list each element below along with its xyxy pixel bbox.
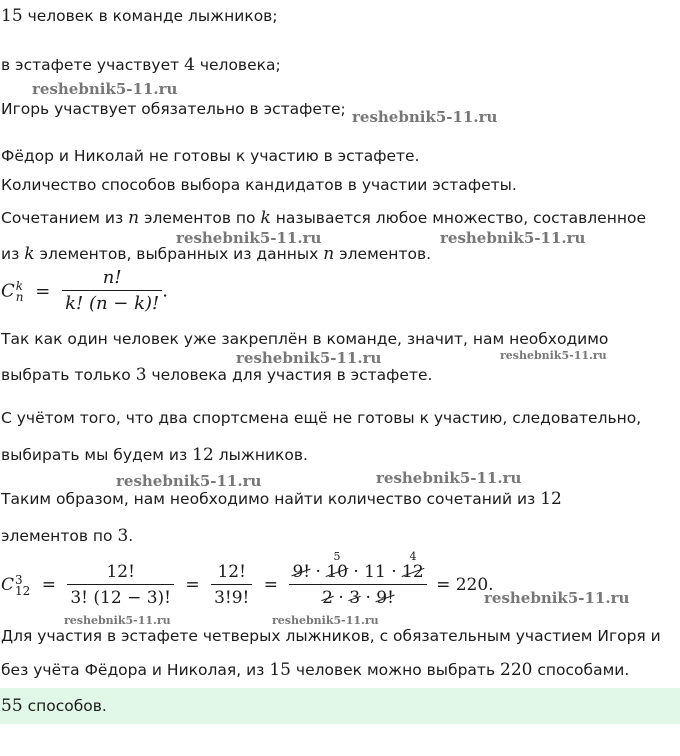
fraction-denominator xyxy=(289,585,426,611)
fraction-numerator: 12! xyxy=(211,560,252,585)
number: 12 xyxy=(540,489,562,509)
var-n: n xyxy=(323,244,335,264)
number: 220 xyxy=(500,660,533,680)
watermark: reshebnik5-11.ru xyxy=(484,589,630,607)
text: Игорь участвует обязательно в эстафете; xyxy=(1,100,346,118)
explanation-line-2 xyxy=(1,365,432,385)
given-igor xyxy=(1,99,346,119)
conclusion-line-1 xyxy=(1,626,661,646)
text: из xyxy=(1,245,25,263)
text: Сочетанием из xyxy=(1,209,129,227)
explanation-line-6 xyxy=(1,526,133,546)
cancelled-term: 9! xyxy=(376,585,394,611)
formula-sub: n xyxy=(15,289,24,304)
number: 3 xyxy=(135,365,147,385)
reduced-value: 5 xyxy=(333,550,341,563)
var-k: k xyxy=(24,244,35,264)
text: элементов по xyxy=(139,209,261,227)
text: выбрать только xyxy=(1,366,136,384)
combination-formula xyxy=(1,266,168,317)
text: в эстафете участвует xyxy=(1,56,185,74)
reduced-value: 4 xyxy=(409,550,417,563)
watermark: reshebnik5-11.ru xyxy=(64,614,171,627)
formula-sup: k xyxy=(15,278,24,293)
fraction xyxy=(62,266,162,317)
equals-sign: = xyxy=(35,280,51,302)
equals-sign: = xyxy=(263,575,279,595)
text: элементов. xyxy=(334,245,432,263)
watermark: reshebnik5-11.ru xyxy=(272,614,379,627)
equals-sign: = xyxy=(185,575,200,595)
var-n: n xyxy=(128,208,140,228)
text: человека для участия в эстафете. xyxy=(146,366,433,384)
text: элементов, выбранных из данных xyxy=(34,245,324,263)
fraction-numerator xyxy=(289,560,426,585)
fraction-numerator: n! xyxy=(62,266,162,291)
given-relay-size xyxy=(1,55,281,75)
answer-number: 55 xyxy=(1,696,23,716)
formula-sup: 3 xyxy=(15,572,23,587)
dot: · xyxy=(338,588,344,608)
definition-line-2 xyxy=(1,244,431,264)
watermark: reshebnik5-11.ru xyxy=(376,469,522,487)
watermark: reshebnik5-11.ru xyxy=(176,229,322,247)
text: без учёта Фёдора и Николая, из xyxy=(1,661,270,679)
number: 15 xyxy=(1,6,23,26)
formula-lhs: C xyxy=(1,575,15,595)
number: 12 xyxy=(192,445,214,465)
explanation-line-5 xyxy=(1,489,562,509)
text: Таким образом, нам необходимо найти количество сочетаний из xyxy=(1,490,541,508)
given-team-size xyxy=(1,6,278,26)
answer-text xyxy=(1,696,107,716)
text: Так как один человек уже закреплён в команде, значит, нам необходимо xyxy=(1,330,609,348)
dot: · xyxy=(391,562,397,582)
text: способов. xyxy=(22,697,107,715)
dot: · xyxy=(353,562,359,582)
period: . xyxy=(162,280,168,302)
text: Для участия в эстафете четверых лыжников, с обязательным участием Игоря и xyxy=(1,627,661,645)
equals-sign: = xyxy=(41,575,56,595)
fraction-denominator: 3!9! xyxy=(214,588,250,608)
text: человек в команде лыжников; xyxy=(22,7,278,25)
text: С учётом того, что два спортсмена ещё не готовы к участию, следовательно, xyxy=(1,409,642,427)
number: 15 xyxy=(269,660,291,680)
cancelled-term: 9! xyxy=(292,562,311,582)
watermark: reshebnik5-11.ru xyxy=(440,229,586,247)
term: 11 xyxy=(364,562,386,582)
text: называется любое множество, составленное xyxy=(270,209,646,227)
text: человека; xyxy=(194,56,281,74)
text: человек можно выбрать xyxy=(290,661,500,679)
watermark: reshebnik5-11.ru xyxy=(352,108,498,126)
var-k: k xyxy=(260,208,271,228)
fraction-1 xyxy=(67,560,174,611)
calculation-formula xyxy=(1,550,494,611)
watermark: reshebnik5-11.ru xyxy=(32,80,178,98)
watermark: reshebnik5-11.ru xyxy=(116,472,262,490)
number: 3 xyxy=(117,526,129,546)
task-statement xyxy=(1,175,517,195)
text: . xyxy=(128,527,134,545)
cancelled-term: 12 xyxy=(402,562,424,582)
explanation-line-4 xyxy=(1,445,308,465)
fraction-denominator: 3! (12 − 3)! xyxy=(70,588,172,608)
formula-sub: 12 xyxy=(15,583,31,598)
dot: · xyxy=(365,588,371,608)
explanation-line-1 xyxy=(1,329,608,349)
formula-lhs: C xyxy=(1,280,15,302)
text: лыжников. xyxy=(213,446,308,464)
text: способами. xyxy=(532,661,630,679)
fraction-2 xyxy=(211,560,252,611)
text: Фёдор и Николай не готовы к участию в эстафете. xyxy=(1,147,420,165)
fraction-3 xyxy=(289,550,426,611)
text: элементов по xyxy=(1,527,118,545)
answer-box xyxy=(0,688,680,724)
text: выбирать мы будем из xyxy=(1,446,193,464)
cancelled-term: 10 xyxy=(326,562,348,582)
fraction-numerator: 12! xyxy=(67,560,174,585)
definition-line-1 xyxy=(1,208,646,228)
cancelled-term: 2 xyxy=(322,585,333,611)
given-fedor-nikolai xyxy=(1,146,419,166)
dot: · xyxy=(315,562,321,582)
fraction-denominator: k! (n − k)! xyxy=(65,293,160,314)
number: 4 xyxy=(184,55,195,75)
watermark: reshebnik5-11.ru xyxy=(500,349,607,362)
text: Количество способов выбора кандидатов в участии эстафеты. xyxy=(1,176,517,194)
conclusion-line-2 xyxy=(1,660,629,680)
explanation-line-3 xyxy=(1,408,641,428)
cancelled-term: 3 xyxy=(349,585,360,611)
result: = 220. xyxy=(436,575,494,595)
watermark: reshebnik5-11.ru xyxy=(236,349,382,367)
